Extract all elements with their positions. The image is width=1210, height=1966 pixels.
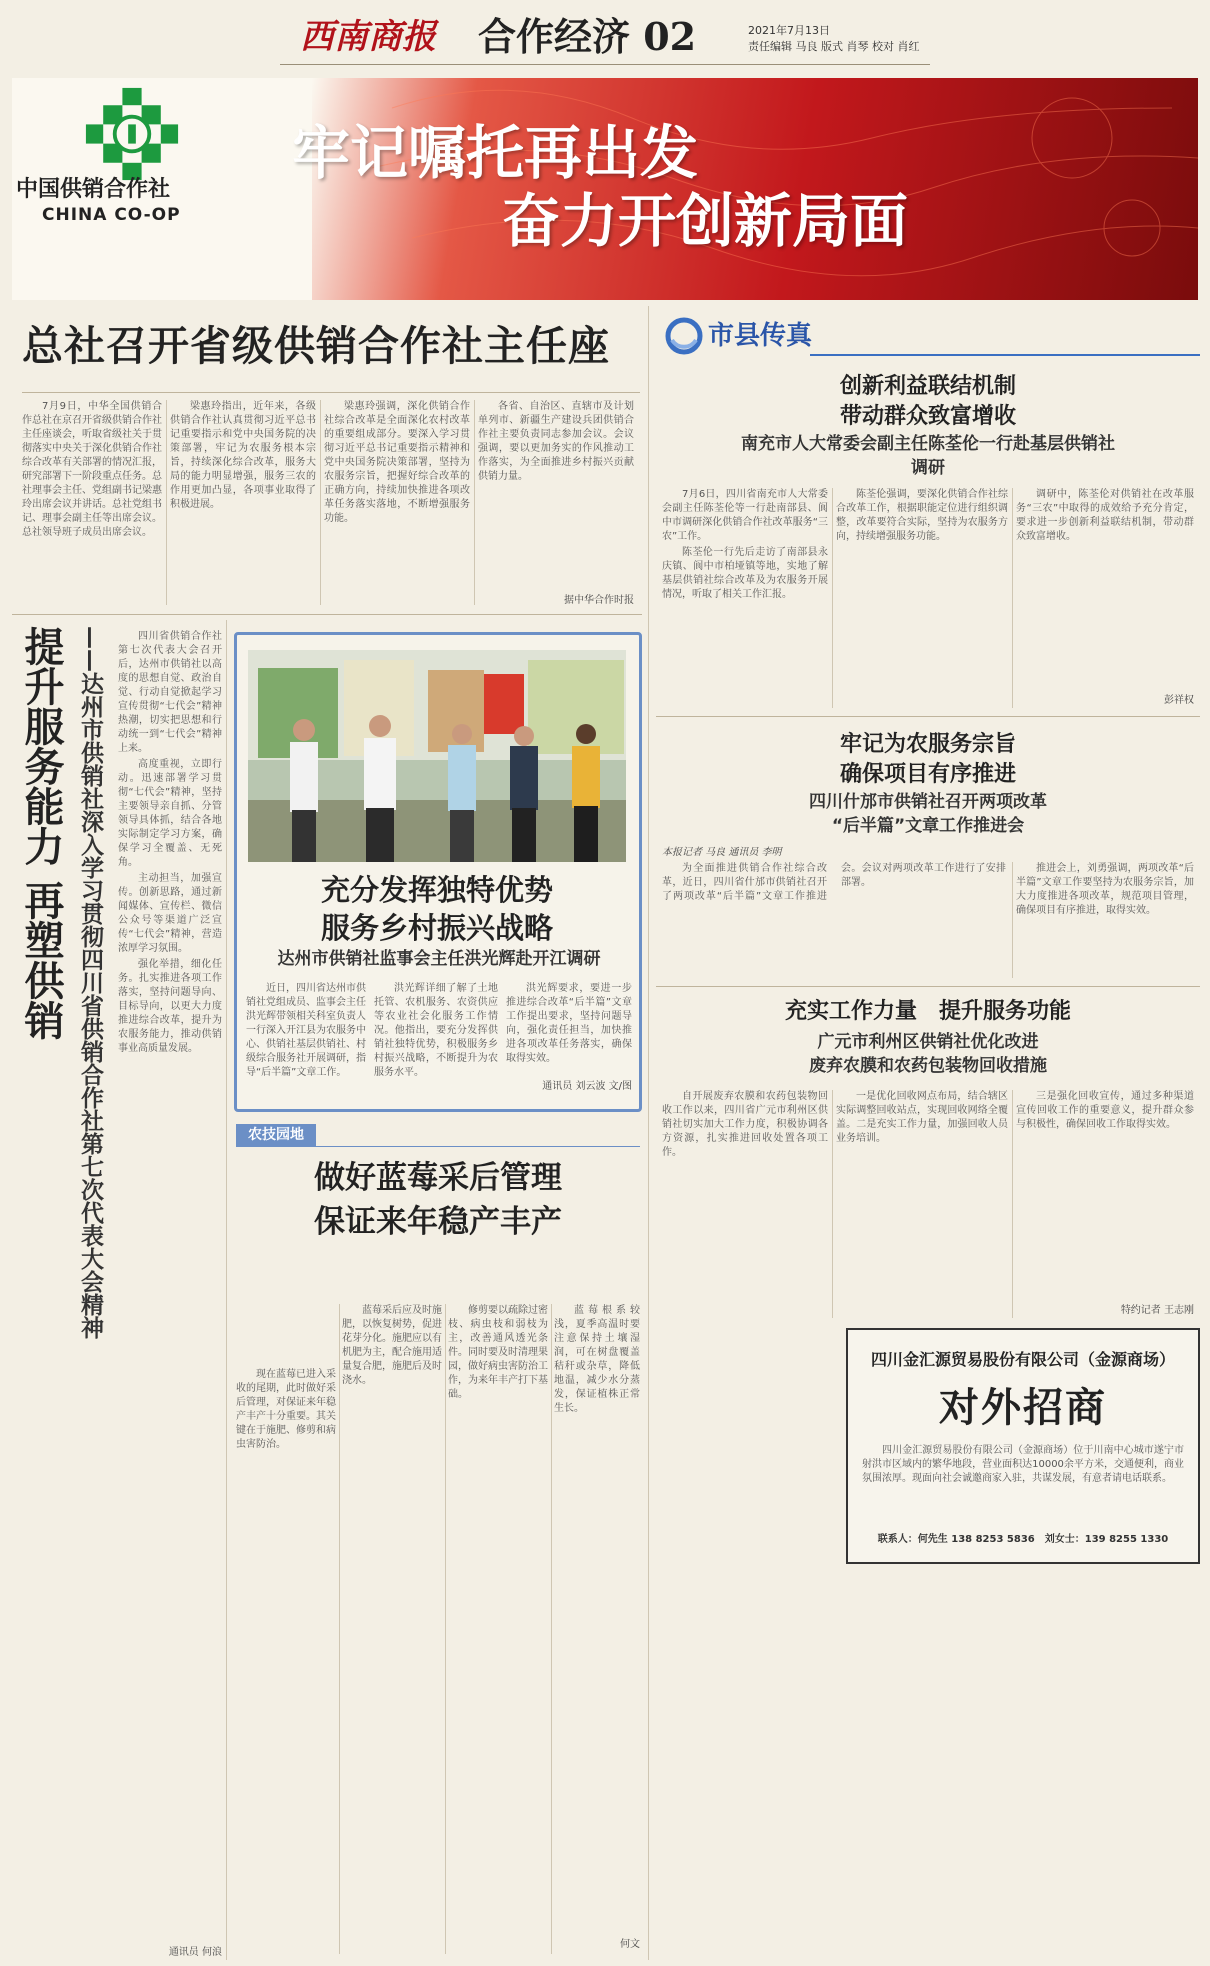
county-s2-subtitle-1: 四川什邡市供销社召开两项改革 (809, 792, 1047, 812)
county-s1-headline-2: 带动群众致富增收 (839, 404, 1016, 429)
coop-logo-icon (84, 86, 180, 182)
agri-paragraph: 现在蓝莓已进入采收的尾期，此时做好采后管理，对保证来年稳产丰产十分重要。其关键在于施肥、修剪和病虫害防治。 (236, 1369, 336, 1450)
issue-date: 2021年7月13日 (748, 24, 830, 37)
photo-col-2 (374, 982, 498, 1094)
main-col-1 (22, 400, 162, 605)
main-paragraph: 梁惠玲强调，深化供销合作社综合改革是全面深化农村改革的重要组成部分。要深入学习贯彻习近平总书记重要指示精神和党中央国务院决策部署，坚持为农服务宗旨，把握好综合改革的正确方向，持续加快推进各项改革任务落实落地，不断增强服务功能。 (324, 401, 470, 524)
ad-headline: 对外招商 (939, 1385, 1107, 1431)
photo-col-3 (506, 982, 632, 1078)
county-s1-col-3 (1016, 488, 1194, 692)
county-s2-subtitle-2: “后半篇”文章工作推进会 (831, 816, 1025, 836)
county-paragraph: 为全面推进供销合作社综合改革，近日，四川省什邡市供销社召开了两项改革“后半篇”文章工作推进会。会议对两项改革工作进行了安排部署。 (662, 863, 1006, 902)
agri-headline-2: 保证来年稳产丰产 (314, 1204, 562, 1240)
agri-col-1 (236, 1368, 336, 1956)
agri-byline: 何文 (620, 1939, 640, 1950)
main-col-2 (170, 400, 316, 605)
county-paragraph: 陈荃伦一行先后走访了南部县永庆镇、阆中市柏垭镇等地，实地了解基层供销社综合改革及为农服务开展情况，听取了相关工作汇报。 (662, 547, 828, 600)
county-s3-headline-2: 广元市利州区供销社优化改进 (817, 1032, 1039, 1052)
dazhou-paragraph: 高度重视，立即行动。迅速部署学习贯彻“七代会”精神，坚持主要领导亲自抓、分管领导具体抓，结合各地实际制定学习方案，确保学习全覆盖、无死角。 (118, 759, 222, 868)
county-paragraph: 调研中，陈荃伦对供销社在改革服务“三农”中取得的成效给予充分肯定，要求进一步创新利益联结机制，带动群众致富增收。 (1016, 489, 1194, 542)
main-col-3 (324, 400, 470, 605)
slogan-line-1: 牢记嘱托再出发 (292, 119, 699, 187)
dazhou-paragraph: 主动担当，加强宣传。创新思路，通过新闻媒体、宣传栏、微信公众号等渠道广泛宣传“七代会”精神，营造浓厚学习氛围。 (118, 873, 222, 954)
dazhou-paragraph: 强化举措，细化任务。扎实推进各项工作落实，坚持问题导向、目标导向，以更大力度推进综合改革，提升为农服务能力，推动供销事业高质量发展。 (118, 959, 222, 1054)
agri-col-4 (554, 1304, 640, 1934)
photo-paragraph: 近日，四川省达州市供销社党组成员、监事会主任洪光辉带领相关科室负责人一行深入开江县为农服务中心、供销社基层供销社、村级综合服务社开展调研，指导“后半篇”文章工作。 (246, 983, 366, 1078)
agri-headline-1: 做好蓝莓采后管理 (314, 1160, 562, 1196)
agri-paragraph: 蓝莓根系较浅，夏季高温时要注意保持土壤湿润，可在树盘覆盖秸秆或杂草，降低地温，减少水分蒸发，保证植株正常生长。 (554, 1305, 640, 1414)
photo-col-1 (246, 982, 366, 1094)
agri-placeholder-space (236, 1244, 640, 1254)
photo-paragraph: 洪光辉要求，要进一步推进综合改革“后半篇”文章工作提出要求，坚持问题导向，强化责任担当，加快推进各项改革任务落实，确保取得实效。 (506, 983, 632, 1064)
county-s2-headline-1: 牢记为农服务宗旨 (839, 732, 1016, 757)
county-paragraph: 自开展废弃农膜和农药包装物回收工作以来，四川省广元市利州区供销社切实加大工作力度，积极协调各方资源，扎实推进回收处置各项工作。 (662, 1091, 828, 1158)
main-paragraph: 梁惠玲指出，近年来，各级供销合作社认真贯彻习近平总书记重要指示和党中央国务院的决策部署，牢记为农服务根本宗旨，持续深化综合改革，服务大局的能力明显增强，服务三农的作用更加凸显，各项事业取得了积极进展。 (170, 401, 316, 510)
county-s1-col-1 (662, 488, 828, 708)
photo-byline: 通讯员 刘云波 文/图 (542, 1081, 632, 1092)
photo-paragraph: 洪光辉详细了解了土地托管、农机服务、农资供应等农业社会化服务工作情况。他指出，要充分发挥供销社独特优势，积极服务乡村振兴战略，不断提升为农服务水平。 (374, 983, 498, 1078)
logo-chinese-name: 中国供销合作社 (16, 177, 171, 202)
agri-paragraph: 修剪要以疏除过密枝、病虫枝和弱枝为主，改善通风透光条件。同时要及时清理果园，做好病虫害防治工作，为来年丰产打下基础。 (448, 1305, 548, 1400)
photo-subtitle: 达州市供销社监事会主任洪光辉赴开江调研 (277, 949, 601, 969)
main-byline: 据中华合作时报 (564, 595, 634, 606)
dazhou-headline: 提升服务能力 再塑供销 (18, 626, 64, 1040)
ad-contact: 联系人：何先生 138 8253 5836 刘女士：139 8255 1330 (877, 1534, 1169, 1545)
dazhou-paragraph: 四川省供销合作社第七次代表大会召开后，达州市供销社以高度的思想自觉、政治自觉、行动自觉掀起学习宣传贯彻“七代会”精神热潮，切实把思想和行动统一到“七代会”精神上来。 (118, 631, 222, 754)
ad-body-text: 四川金汇源贸易股份有限公司（金源商场）位于川南中心城市遂宁市射洪市区域内的繁华地段，营业面积达10000余平方米，交通便利，商业氛围浓厚。现面向社会诚邀商家入驻，共谋发展，有意者请电话联系。 (862, 1445, 1184, 1484)
main-col-4 (478, 400, 634, 592)
dazhou-byline: 通讯员 何浪 (168, 1947, 222, 1958)
county-column-icon (664, 316, 704, 356)
county-s2-col-1 (662, 862, 1006, 978)
county-s3-col-1 (662, 1090, 828, 1318)
county-paragraph: 三是强化回收宣传，通过多种渠道宣传回收工作的重要意义，提升群众参与积极性，确保回收工作取得实效。 (1016, 1091, 1194, 1130)
dazhou-subtitle: ——达州市供销社深入学习贯彻四川省供销合作社第七次代表大会精神 (77, 626, 103, 1339)
county-s1-subtitle: 南充市人大常委会副主任陈荃伦一行赴基层供销社调研 (741, 434, 1115, 478)
masthead (0, 0, 1210, 76)
county-paragraph: 推进会上，刘勇强调，两项改革“后半篇”文章工作要坚持为农服务宗旨，加大力度推进各项改革，规范项目管理，确保项目有序推进，取得实效。 (1016, 863, 1194, 916)
agri-col-3 (448, 1304, 548, 1956)
county-s3-byline: 特约记者 王志刚 (1120, 1305, 1194, 1316)
main-paragraph: 7月9日，中华全国供销合作总社在京召开省级供销合作社主任座谈会，听取省级社关于贯彻落实中央关于深化供销合作社综合改革有关部署的情况汇报，研究部署下一阶段重点任务。总社理事会主任、党组副书记梁惠玲出席会议并讲话。总社党组书记、理事会副主任等出席会议。总社领导班子成员出席会议。 (22, 401, 162, 538)
county-s1-byline: 彭祥权 (1164, 695, 1194, 706)
county-s2-byline: 本报记者 马良 通讯员 李明 (662, 847, 782, 858)
ad-company: 四川金汇源贸易股份有限公司（金源商场） (870, 1350, 1175, 1369)
photo-headline-1: 充分发挥独特优势 (320, 873, 553, 907)
county-s3-col-3 (1016, 1090, 1194, 1302)
county-s3-col-2 (836, 1090, 1008, 1318)
county-s2-col-2 (1016, 862, 1194, 978)
county-s3-headline-3: 废弃农膜和农药包装物回收措施 (809, 1056, 1047, 1076)
photo-headline-2: 服务乡村振兴战略 (320, 911, 553, 945)
section-title: 合作经济 02 (478, 14, 697, 59)
main-paragraph: 各省、自治区、直辖市及计划单列市、新疆生产建设兵团供销合作社主要负责同志参加会议。会议强调，要以更加务实的作风推动工作落实，为全面推进乡村振兴贡献供销力量。 (478, 401, 634, 482)
county-s2-headline-2: 确保项目有序推进 (839, 762, 1016, 787)
photo-visit-scene (248, 650, 626, 862)
county-paragraph: 一是优化回收网点布局，结合辖区实际调整回收站点，实现回收网络全覆盖。二是充实工作力量，加强回收人员业务培训。 (836, 1091, 1008, 1144)
county-column-title: 市县传真 (708, 321, 813, 351)
dazhou-col-1 (118, 630, 222, 1946)
main-headline: 总社召开省级供销合作社主任座 (22, 322, 610, 370)
county-s1-col-2 (836, 488, 1008, 708)
agri-col-2 (342, 1304, 442, 1956)
slogan-line-2: 奋力开创新局面 (502, 187, 909, 255)
county-s1-headline-1: 创新利益联结机制 (839, 374, 1016, 399)
ad-body (862, 1444, 1184, 1530)
editor-credits: 责任编辑 马良 版式 肖琴 校对 肖红 (748, 40, 920, 53)
paper-name: 西南商报 (300, 17, 436, 57)
county-paragraph: 陈荃伦强调，要深化供销合作社综合改革工作，根据职能定位进行组织调整，改革要符合实际，坚持为农服务方向，持续增强服务功能。 (836, 489, 1008, 542)
banner (12, 78, 1198, 300)
agri-paragraph: 蓝莓采后应及时施肥，以恢复树势，促进花芽分化。施肥应以有机肥为主，配合施用适量复合肥，施肥后及时浇水。 (342, 1305, 442, 1386)
logo-english-name: CHINA CO-OP (42, 205, 181, 225)
county-s3-headline-1: 充实工作力量 提升服务功能 (784, 999, 1071, 1024)
county-paragraph: 7月6日，四川省南充市人大常委会副主任陈荃伦等一行赴南部县、阆中市调研深化供销合作社改革服务“三农”工作。 (662, 489, 828, 542)
agri-tag: 农技园地 (236, 1124, 316, 1146)
